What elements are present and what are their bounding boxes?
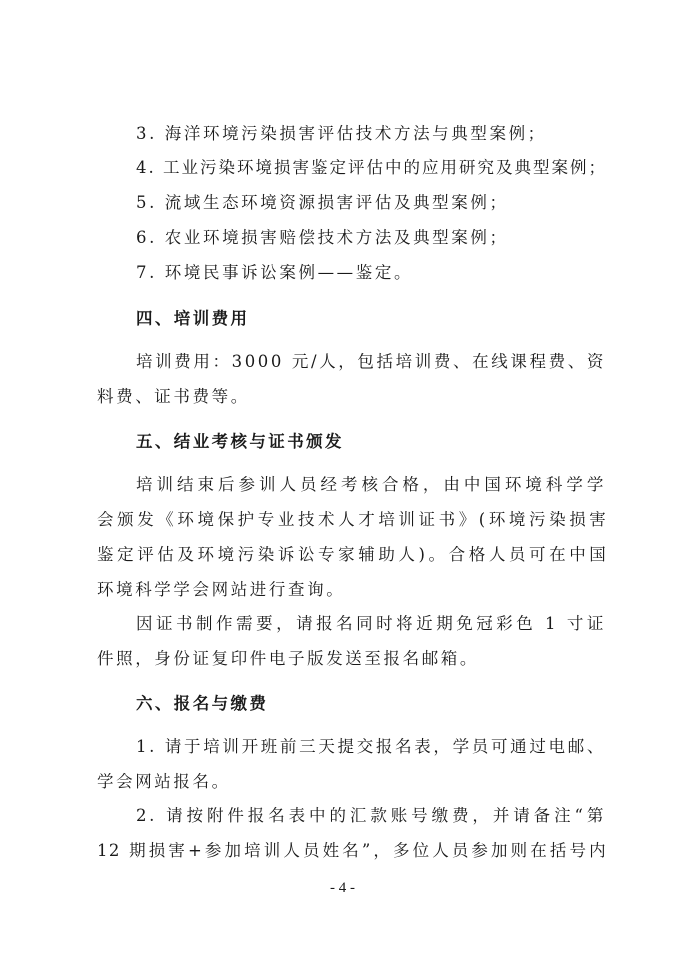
list-item-6: 6. 农业环境损害赔偿技术方法及典型案例； — [136, 228, 509, 247]
registration-item-1-line-1: 1. 请于培训开班前三天提交报名表，学员可通过电邮、 — [136, 737, 606, 756]
list-item-4: 4. 工业污染环境损害鉴定评估中的应用研究及典型案例； — [136, 158, 607, 177]
registration-item-1-line-2: 学会网站报名。 — [97, 772, 231, 791]
section-heading-fees: 四、培训费用 — [136, 309, 250, 328]
fees-paragraph-line-2: 料费、证书费等。 — [97, 387, 250, 406]
certificate-paragraph-line-3: 鉴定评估及环境污染诉讼专家辅助人)。合格人员可在中国 — [97, 545, 607, 564]
certificate-paragraph-line-1: 培训结束后参训人员经考核合格，由中国环境科学学 — [136, 475, 606, 494]
certificate-paragraph-line-4: 环境科学学会网站进行查询。 — [97, 580, 346, 599]
section-heading-certificate: 五、结业考核与证书颁发 — [136, 432, 344, 451]
page-number: - 4 - — [330, 880, 355, 896]
photo-paragraph-line-2: 件照，身份证复印件电子版发送至报名邮箱。 — [97, 649, 479, 668]
list-item-5: 5. 流域生态环境资源损害评估及典型案例； — [136, 193, 509, 212]
certificate-paragraph-line-2: 会颁发《环境保护专业技术人才培训证书》(环境污染损害 — [97, 510, 607, 529]
registration-item-2-line-2: 12 期损害+参加培训人员姓名”，多位人员参加则在括号内 — [97, 841, 607, 860]
photo-paragraph-line-1: 因证书制作需要，请报名同时将近期免冠彩色 1 寸证 — [136, 614, 606, 633]
registration-item-2-line-1: 2. 请按附件报名表中的汇款账号缴费，并请备注“第 — [136, 806, 606, 825]
list-item-7: 7. 环境民事诉讼案例——鉴定。 — [136, 263, 414, 282]
section-heading-registration: 六、报名与缴费 — [136, 694, 269, 713]
list-item-3: 3. 海洋环境污染损害评估技术方法与典型案例； — [136, 124, 547, 143]
fees-paragraph-line-1: 培训费用：3000 元/人，包括培训费、在线课程费、资 — [136, 352, 606, 371]
